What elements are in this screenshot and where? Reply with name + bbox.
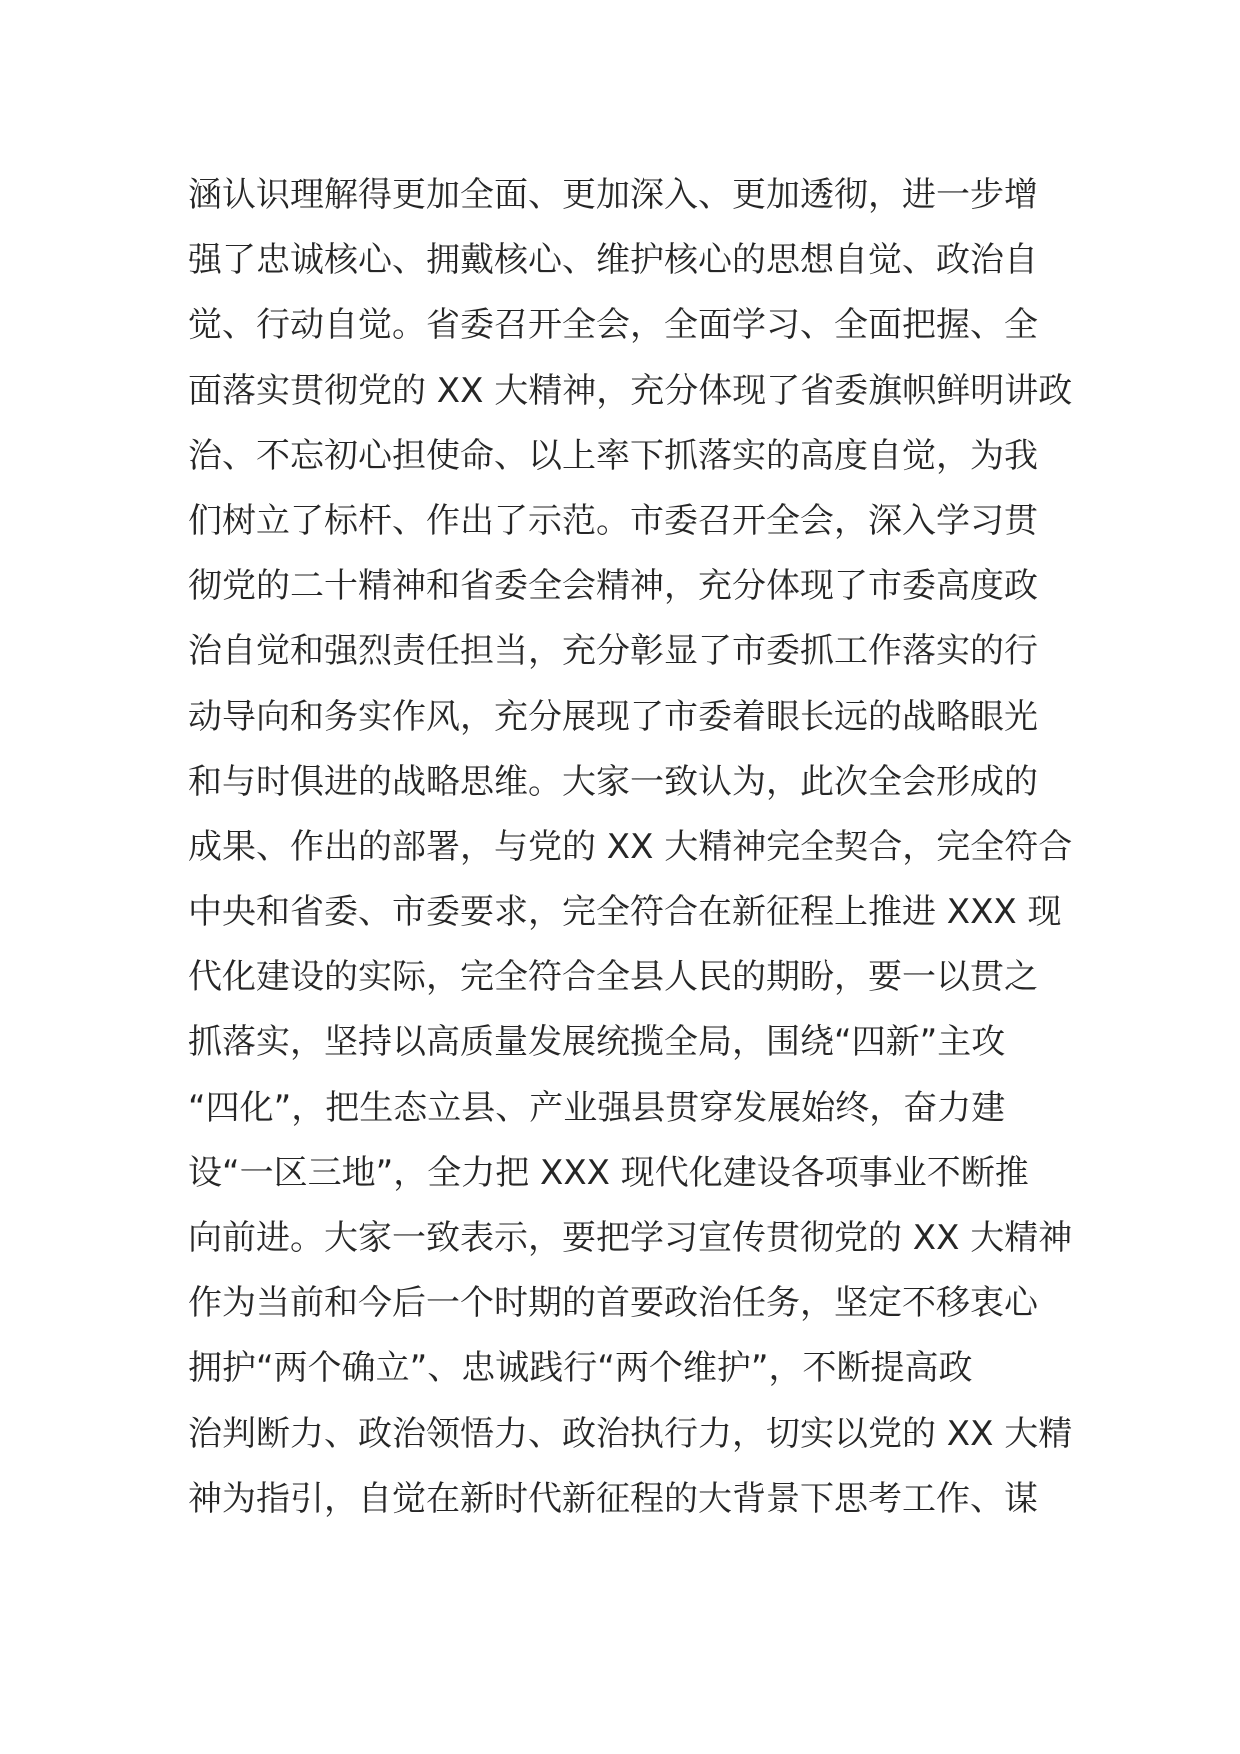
text-line-18: 作为当前和今后一个时期的首要政治任务，坚定不移衷心 (188, 1283, 1038, 1324)
text-line-12: 中央和省委、市委要求，完全符合在新征程上推进 XXX 现 (188, 892, 1062, 933)
text-line-19: 拥护“两个确立”、忠诚践行“两个维护”，不断提高政 (188, 1348, 973, 1389)
text-line-17: 向前进。大家一致表示，要把学习宣传贯彻党的 XX 大精神 (188, 1218, 1073, 1258)
text-line-3: 觉、行动自觉。省委召开全会，全面学习、全面把握、全 (188, 305, 1038, 346)
text-line-8: 治自觉和强烈责任担当，充分彰显了市委抓工作落实的行 (188, 631, 1038, 672)
text-line-10: 和与时俱进的战略思维。大家一致认为，此次全会形成的 (188, 761, 1038, 802)
text-line-1: 涵认识理解得更加全面、更加深入、更加透彻，进一步增 (188, 175, 1038, 215)
text-line-14: 抓落实，坚持以高质量发展统揽全局，围绕“四新”主攻 (188, 1022, 1006, 1063)
text-line-5: 治、不忘初心担使命、以上率下抓落实的高度自觉，为我 (188, 435, 1038, 476)
text-line-15: “四化”，把生态立县、产业强县贯穿发展始终，奋力建 (188, 1087, 1006, 1128)
text-line-6: 们树立了标杆、作出了示范。市委召开全会，深入学习贯 (188, 500, 1038, 541)
text-line-16: 设“一区三地”，全力把 XXX 现代化建设各项事业不断推 (188, 1152, 1029, 1193)
text-line-21: 神为指引，自觉在新时代新征程的大背景下思考工作、谋 (188, 1478, 1038, 1519)
text-line-4: 面落实贯彻党的 XX 大精神，充分体现了省委旗帜鲜明讲政 (188, 370, 1073, 411)
text-line-20: 治判断力、政治领悟力、政治执行力，切实以党的 XX 大精 (188, 1413, 1073, 1454)
text-line-13: 代化建设的实际，完全符合全县人民的期盼，要一以贯之 (188, 957, 1038, 998)
body-paragraph (188, 163, 1073, 1532)
text-line-9: 动导向和务实作风，充分展现了市委着眼长远的战略眼光 (188, 696, 1038, 737)
text-line-2: 强了忠诚核心、拥戴核心、维护核心的思想自觉、政治自 (188, 240, 1038, 281)
text-line-11: 成果、作出的部署，与党的 XX 大精神完全契合，完全符合 (188, 826, 1073, 867)
text-line-7: 彻党的二十精神和省委全会精神，充分体现了市委高度政 (188, 566, 1038, 607)
